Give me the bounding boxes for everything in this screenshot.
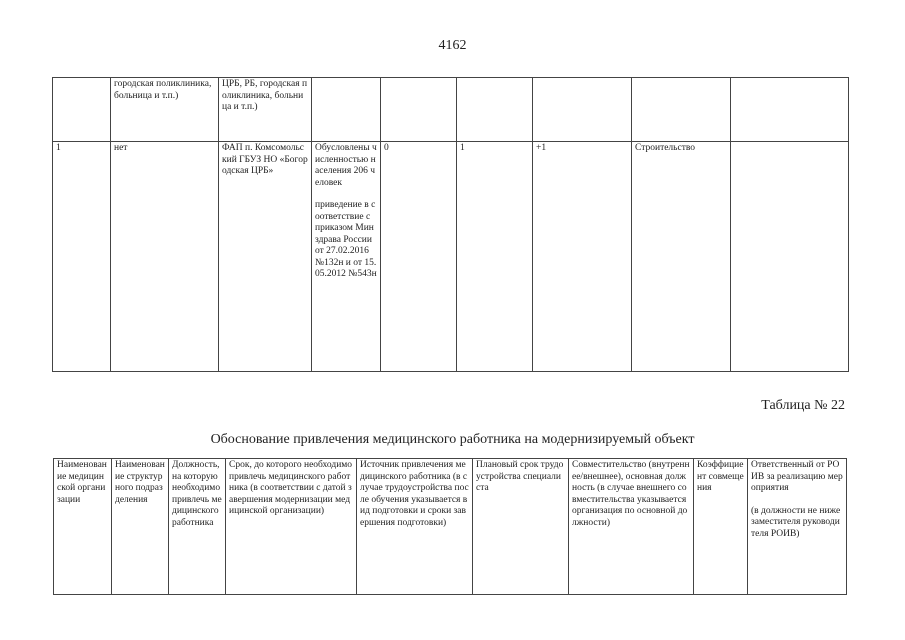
table-row [53,78,849,142]
table-cell [381,78,457,142]
table-cell [533,78,632,142]
table-header-cell [748,459,847,595]
table-cell: Строительство [632,142,731,372]
table-header-cell: Наименование медицинской организации [54,459,112,595]
table-cell [457,78,533,142]
table-cell [731,142,849,372]
table-header-cell: Срок, до которого необходимо привлечь медицинского работника (в соответствии с датой завершения модернизации медицинской организации) [226,459,357,595]
table-header-cell: Должность, на которую необходимо привлечь медицинского работника [169,459,226,595]
table-cell: ФАП п. Комсомольский ГБУЗ НО «Богородская ЦРБ» [219,142,312,372]
table-title: Обоснование привлечения медицинского работника на модернизируемый объект [210,432,695,447]
table-cell: городская поликлиника, больница и т.п.) [111,78,219,142]
table-header-cell: Совместительство (внутреннее/внешнее), основная должность (в случае внешнего совместительства указывается организация по основной должности) [569,459,694,595]
cell-text: Ответственный от РОИВ за реализацию мероприятия [751,460,843,493]
table-cell: 0 [381,142,457,372]
cell-text: (в должности не ниже заместителя руководителя РОИВ) [751,505,841,539]
table-caption: Таблица № 22 [761,398,845,413]
table-header-row [54,459,847,595]
cell-text: приведение в соответствие с приказом Минздрава России от 27.02.2016 №132н и от 15.05.2012 №543н [315,200,377,279]
table-header-cell: Плановый срок трудоустройства специалиста [473,459,569,595]
table-cell [731,78,849,142]
page-number: 4162 [438,38,467,53]
table-header-cell: Наименование структурного подразделения [112,459,169,595]
table-header-cell: Коэффициент совмещения [694,459,748,595]
table-header-cell: Источник привлечения медицинского работника (в случае трудоустройства после обучения указывается вид подготовки и сроки завершения подготовки) [357,459,473,595]
table-row [53,142,849,372]
bottom-table [53,458,847,595]
table-cell: +1 [533,142,632,372]
table-cell [312,78,381,142]
table-cell: 1 [457,142,533,372]
table-cell [632,78,731,142]
table-cell: нет [111,142,219,372]
cell-text: Обусловлены численностью населения 206 человек [315,143,377,188]
table-cell: ЦРБ, РБ, городская поликлиника, больница и т.п.) [219,78,312,142]
table-cell [53,78,111,142]
table-cell [312,142,381,372]
top-table [52,77,849,372]
table-cell: 1 [53,142,111,372]
